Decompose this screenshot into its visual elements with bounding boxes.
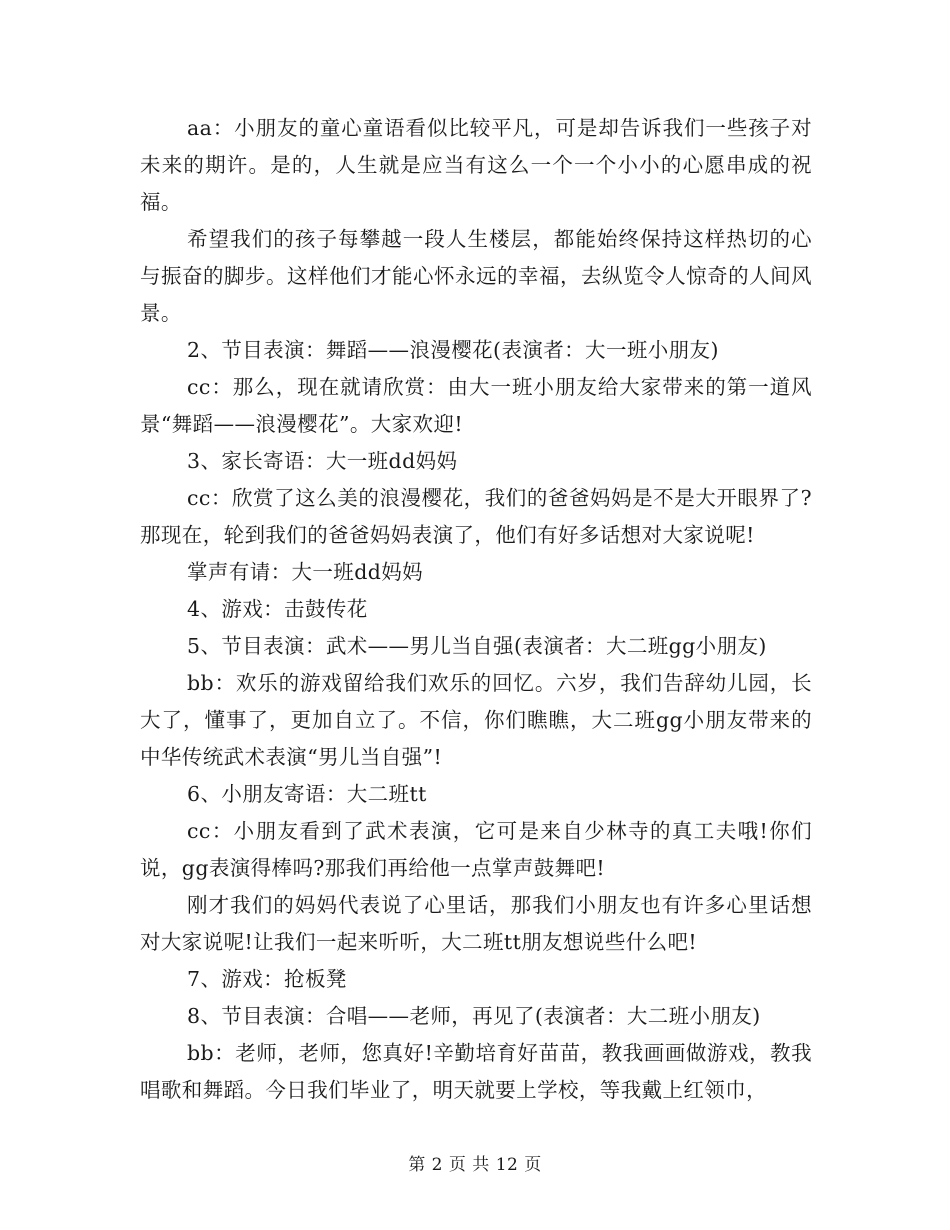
paragraph: 掌声有请：大一班dd妈妈 xyxy=(187,560,424,584)
page-number-footer: 第 2 页 共 12 页 xyxy=(408,1155,542,1175)
paragraph: 5、节目表演：武术——男儿当自强(表演者：大二班gg小朋友) xyxy=(187,634,767,658)
paragraph: 3、家长寄语：大一班dd妈妈 xyxy=(187,449,458,473)
paragraph: aa：小朋友的童心童语看似比较平凡，可是却告诉我们一些孩子对未来的期许。是的，人生就是应当有这么一个一个小小的心愿串成的祝福。 xyxy=(140,116,812,214)
paragraph: bb：老师，老师，您真好!辛勤培育好苗苗，教我画画做游戏，教我唱歌和舞蹈。今日我们毕业了，明天就要上学校，等我戴上红领巾， xyxy=(140,1041,812,1102)
paragraph: 7、游戏：抢板凳 xyxy=(187,967,347,991)
paragraph: cc：欣赏了这么美的浪漫樱花，我们的爸爸妈妈是不是大开眼界了?那现在，轮到我们的爸爸妈妈表演了，他们有好多话想对大家说呢! xyxy=(140,486,812,547)
paragraph: 希望我们的孩子每攀越一段人生楼层，都能始终保持这样热切的心与振奋的脚步。这样他们才能心怀永远的幸福，去纵览令人惊奇的人间风景。 xyxy=(140,227,812,325)
paragraph: 4、游戏：击鼓传花 xyxy=(187,597,368,621)
paragraph: 8、节目表演：合唱——老师，再见了(表演者：大二班小朋友) xyxy=(187,1004,761,1028)
paragraph: 刚才我们的妈妈代表说了心里话，那我们小朋友也有许多心里话想对大家说呢!让我们一起来听听，大二班tt朋友想说些什么吧! xyxy=(140,893,812,954)
document-body xyxy=(140,110,812,1109)
paragraph: cc：那么，现在就请欣赏：由大一班小朋友给大家带来的第一道风景“舞蹈——浪漫樱花”。大家欢迎! xyxy=(140,375,812,436)
paragraph: 6、小朋友寄语：大二班tt xyxy=(187,782,427,806)
paragraph: 2、节目表演：舞蹈——浪漫樱花(表演者：大一班小朋友) xyxy=(187,338,719,362)
paragraph: cc：小朋友看到了武术表演，它可是来自少林寺的真工夫哦!你们说，gg表演得棒吗?那我们再给他一点掌声鼓舞吧! xyxy=(140,819,812,880)
paragraph: bb：欢乐的游戏留给我们欢乐的回忆。六岁，我们告辞幼儿园，长大了，懂事了，更加自立了。不信，你们瞧瞧，大二班gg小朋友带来的中华传统武术表演“男儿当自强”! xyxy=(140,671,812,769)
